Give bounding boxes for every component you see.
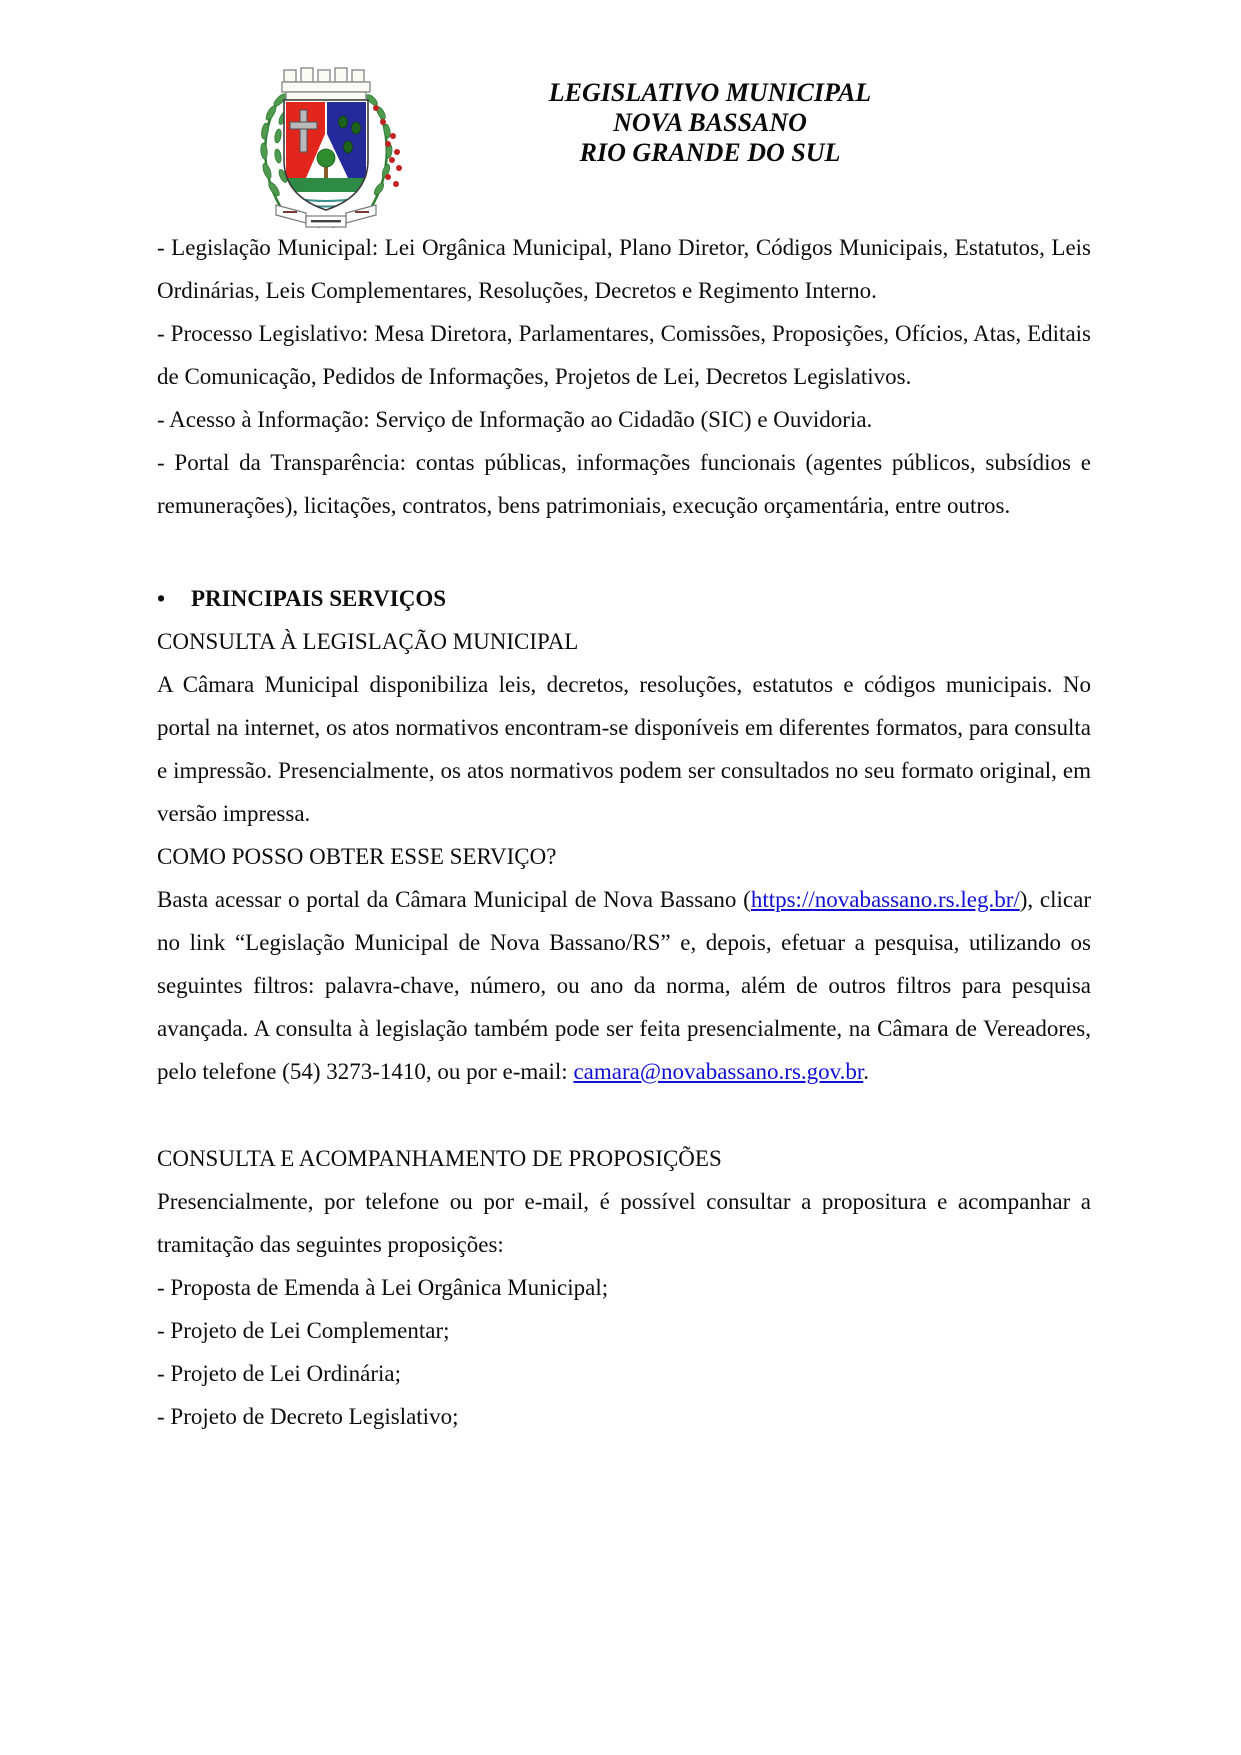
green-band (284, 178, 368, 192)
vertical-spacer (157, 1093, 1091, 1137)
paragraph-basta-text-2: ), clicar no link “Legislação Municipal de Nova Bassano/RS” e, depois, efetuar a pesquisa, utilizando os seguintes filtros: palavra-chave, número, ou ano da norma, além de outros filtros para pesquisa avançada. A consulta à legislação também pode ser feita presencialmente, na Câmara de Vereadores, pelo telefone (54) 3273-1410, ou por e-mail: (157, 887, 1091, 1084)
coat-of-arms-icon (250, 56, 402, 228)
heading-consulta-proposicoes: CONSULTA E ACOMPANHAMENTO DE PROPOSIÇÕES (157, 1146, 722, 1171)
mural-crown-icon (282, 68, 370, 100)
list-item-emenda-lei-organica: - Proposta de Emenda à Lei Orgânica Municipal; (157, 1275, 609, 1300)
list-item-lei-ordinaria: - Projeto de Lei Ordinária; (157, 1361, 401, 1386)
vertical-spacer (157, 527, 1091, 577)
portal-link[interactable]: https://novabassano.rs.leg.br/ (750, 887, 1020, 912)
list-item-lei-complementar: - Projeto de Lei Complementar; (157, 1318, 450, 1343)
paragraph-processo-legislativo: - Processo Legislativo: Mesa Diretora, Parlamentares, Comissões, Proposições, Ofícios, Atas, Editais de Comunicação, Pedidos de Informações, Projetos de Lei, Decretos Legislativos. (157, 321, 1091, 389)
heading-principais-servicos-label: PRINCIPAIS SERVIÇOS (191, 586, 447, 611)
list-item-decreto-legislativo: - Projeto de Decreto Legislativo; (157, 1404, 459, 1429)
paragraph-basta-text-1: Basta acessar o portal da Câmara Municipal de Nova Bassano ( (157, 887, 751, 912)
header-title-line-2: NOVA BASSANO (613, 108, 807, 137)
paragraph-basta-acessar (157, 878, 1091, 1093)
email-link[interactable]: camara@novabassano.rs.gov.br (573, 1059, 864, 1084)
berry-branch-icon (365, 93, 402, 206)
heading-como-posso-obter: COMO POSSO OBTER ESSE SERVIÇO? (157, 844, 557, 869)
coat-of-arms-logo (250, 56, 402, 228)
header-title-line-3: RIO GRANDE DO SUL (579, 138, 841, 167)
header-title-line-1: LEGISLATIVO MUNICIPAL (548, 78, 872, 107)
heading-consulta-legislacao: CONSULTA À LEGISLAÇÃO MUNICIPAL (157, 629, 579, 654)
bullet-icon: • (157, 586, 166, 611)
document-body (157, 226, 1091, 1438)
header-title-block (515, 78, 905, 168)
paragraph-basta-text-3: . (863, 1059, 870, 1084)
paragraph-legislacao-municipal: - Legislação Municipal: Lei Orgânica Municipal, Plano Diretor, Códigos Municipais, Estatutos, Leis Ordinárias, Leis Complementares, Resoluções, Decretos e Regimento Interno. (157, 235, 1091, 303)
paragraph-portal-transparencia: - Portal da Transparência: contas públicas, informações funcionais (agentes públicos, subsídios e remunerações), licitações, contratos, bens patrimoniais, execução orçamentária, entre outros. (157, 450, 1091, 518)
heading-principais-servicos (157, 577, 1091, 620)
paragraph-presencialmente: Presencialmente, por telefone ou por e-mail, é possível consultar a propositura e acompanhar a tramitação das seguintes proposições: (157, 1189, 1091, 1257)
paragraph-acesso-informacao: - Acesso à Informação: Serviço de Informação ao Cidadão (SIC) e Ouvidoria. (157, 407, 873, 432)
shield-icon (284, 100, 368, 210)
paragraph-camara-disponibiliza: A Câmara Municipal disponibiliza leis, decretos, resoluções, estatutos e códigos municipais. No portal na internet, os atos normativos encontram-se disponíveis em diferentes formatos, para consulta e impressão. Presencialmente, os atos normativos podem ser consultados no seu formato original, em versão impressa. (157, 672, 1091, 826)
